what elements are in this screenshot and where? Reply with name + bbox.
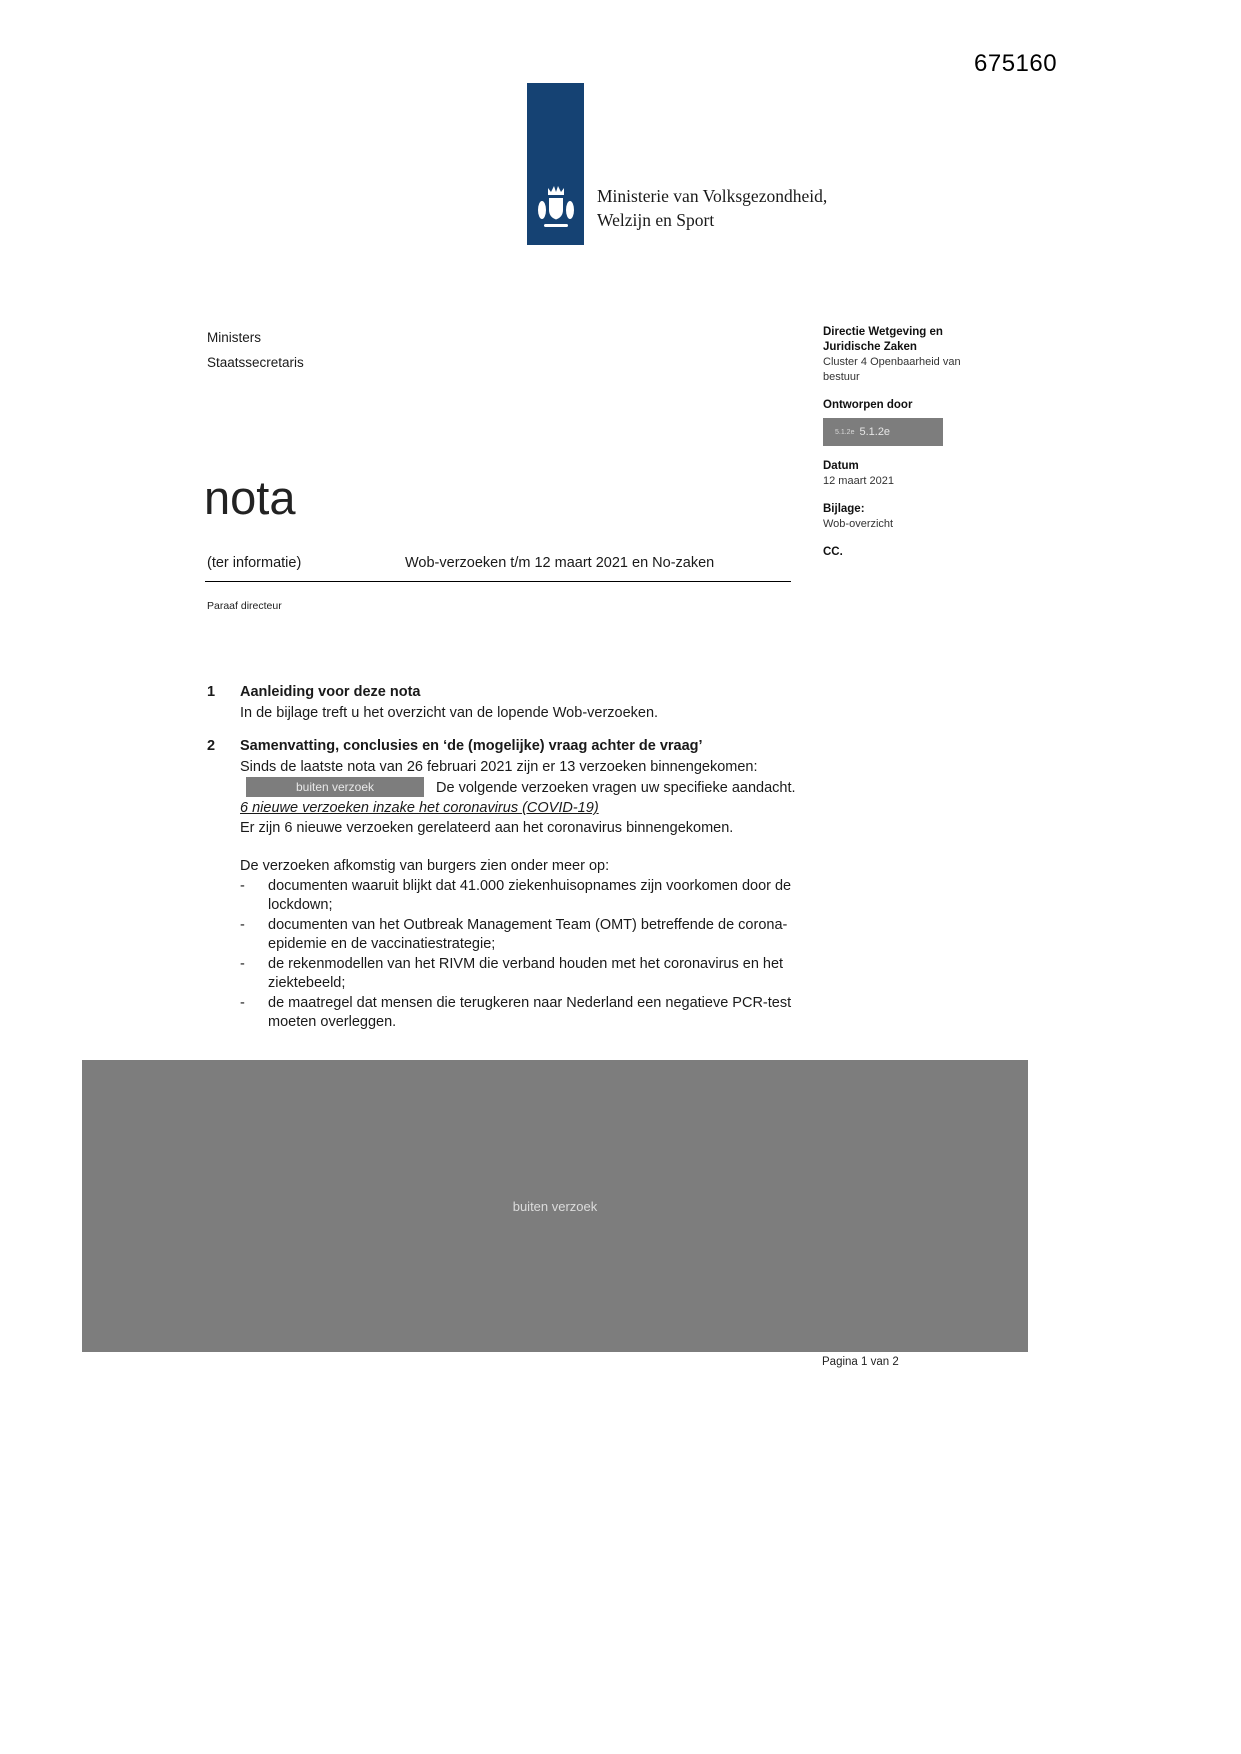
list-item <box>240 916 815 955</box>
datum-value: 12 maart 2021 <box>823 475 894 487</box>
directie-block <box>823 325 988 385</box>
list-item-marker: - <box>240 994 245 1011</box>
coat-of-arms-icon <box>536 182 576 237</box>
paragraph-spacer <box>240 838 815 857</box>
ministry-name <box>597 184 827 232</box>
recipients <box>207 325 304 375</box>
list-item-marker: - <box>240 955 245 972</box>
subject-title: Wob-verzoeken t/m 12 maart 2021 en No-zaken <box>405 555 715 571</box>
subject-divider <box>205 581 791 582</box>
section-2-paragraph-1 <box>240 758 815 800</box>
directie-name: Directie Wetgeving en Juridische Zaken <box>823 326 943 353</box>
section-1-number: 1 <box>207 684 216 700</box>
paragraph-1-before: Sinds de laatste nota van 26 februari 2021 zijn er 13 verzoeken binnengekomen: <box>240 758 758 775</box>
list-item <box>240 994 815 1033</box>
request-list <box>240 877 815 1033</box>
recipient-staatssecretaris: Staatssecretaris <box>207 355 304 370</box>
bijlage-value: Wob-overzicht <box>823 518 894 530</box>
section-2-heading: Samenvatting, conclusies en ‘de (mogelijke) vraag achter de vraag’ <box>240 738 703 754</box>
redaction-block-large <box>82 1060 1028 1352</box>
list-item-text: documenten waaruit blijkt dat 41.000 ziekenhuisopnames zijn voorkomen door de lockdown; <box>268 877 792 913</box>
section-1-paragraph: In de bijlage treft u het overzicht van de lopende Wob-verzoeken. <box>240 704 659 721</box>
subject-row <box>207 555 797 571</box>
redaction-code-small: 5.1.2e <box>835 428 855 436</box>
ministry-name-line2: Welzijn en Sport <box>597 210 715 230</box>
redaction-code-large: 5.1.2e <box>859 425 891 438</box>
bijlage-label: Bijlage: <box>823 503 865 515</box>
redaction-inline-buiten-verzoek: buiten verzoek <box>246 777 424 797</box>
paragraph-1-after: De volgende verzoeken vragen uw specifieke aandacht. <box>436 779 796 796</box>
ontworpen-block <box>823 398 988 446</box>
list-item-marker: - <box>240 877 245 894</box>
ministry-name-line1: Ministerie van Volksgezondheid, <box>597 186 828 206</box>
list-item-text: de maatregel dat mensen die terugkeren naar Nederland een negatieve PCR-test moeten overleggen. <box>268 994 792 1030</box>
rijksoverheid-logo-bar <box>527 83 584 245</box>
page-number: Pagina 1 van 2 <box>822 1356 899 1368</box>
paraaf-label: Paraaf directeur <box>207 600 282 612</box>
bijlage-block <box>823 502 988 532</box>
main-content <box>207 683 815 1047</box>
redaction-block-label: buiten verzoek <box>512 1198 598 1214</box>
list-item-text: documenten van het Outbreak Management Team (OMT) betreffende de corona-epidemie en de vaccinatiestrategie; <box>268 916 788 952</box>
datum-label: Datum <box>823 460 859 472</box>
cluster-name: Cluster 4 Openbaarheid van bestuur <box>823 356 961 383</box>
section-2-paragraph-2: Er zijn 6 nieuwe verzoeken gerelateerd aan het coronavirus binnengekomen. <box>240 819 734 836</box>
section-1 <box>207 683 815 723</box>
redaction-box-author <box>823 418 943 446</box>
cc-label: CC. <box>823 546 843 558</box>
list-item <box>240 955 815 994</box>
cc-block <box>823 545 988 560</box>
list-item-marker: - <box>240 916 245 933</box>
meta-sidebar <box>823 325 988 573</box>
section-2-number: 2 <box>207 738 216 754</box>
section-1-heading: Aanleiding voor deze nota <box>240 684 421 700</box>
page-title: nota <box>204 471 296 524</box>
section-2-body <box>240 737 815 1033</box>
list-item-text: de rekenmodellen van het RIVM die verband houden met het coronavirus en het ziektebeeld; <box>268 955 784 991</box>
section-2 <box>207 737 815 1033</box>
document-number: 675160 <box>974 50 1058 77</box>
covid-subheading: 6 nieuwe verzoeken inzake het coronavirus (COVID-19) <box>240 800 599 816</box>
list-item <box>240 877 815 916</box>
section-2-paragraph-3: De verzoeken afkomstig van burgers zien onder meer op: <box>240 858 610 874</box>
ontworpen-label: Ontworpen door <box>823 399 913 411</box>
datum-block <box>823 459 988 489</box>
recipient-ministers: Ministers <box>207 330 262 345</box>
section-1-body <box>240 683 815 723</box>
subject-type: (ter informatie) <box>207 555 302 571</box>
